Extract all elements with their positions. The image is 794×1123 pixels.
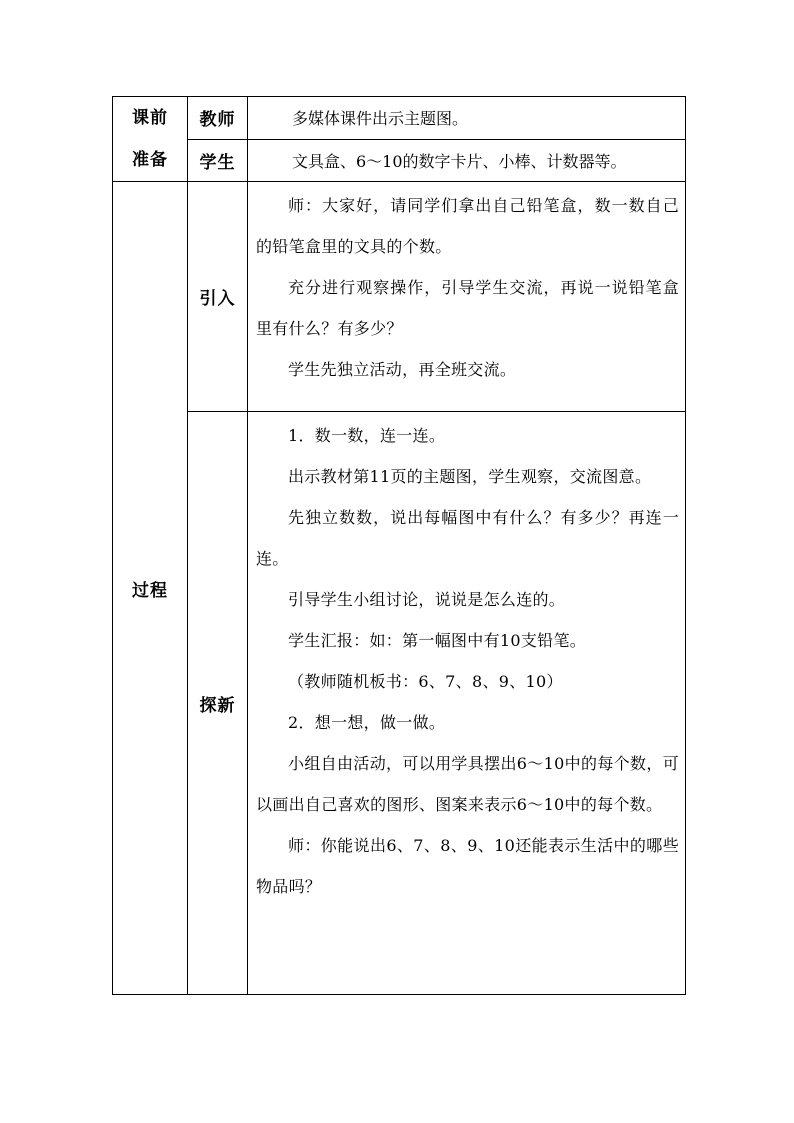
prep-label-line1: 课前 bbox=[132, 108, 168, 128]
intro-content bbox=[248, 182, 686, 412]
explore-row bbox=[113, 412, 686, 995]
explore-paragraph: 出示教材第11页的主题图，学生观察，交流图意。 bbox=[288, 467, 652, 486]
explore-paragraph: 师：你能说出6、7、8、9、10还能表示生活中的哪些物品吗？ bbox=[256, 836, 679, 896]
explore-paragraph: 1．数一数，连一连。 bbox=[288, 426, 446, 445]
explore-paragraph: （教师随机板书：6、7、8、9、10） bbox=[288, 672, 563, 691]
student-label: 学生 bbox=[188, 139, 248, 182]
teacher-label: 教师 bbox=[188, 97, 248, 140]
explore-paragraph: 学生汇报：如：第一幅图中有10支铅笔。 bbox=[288, 631, 587, 650]
prep-label-line2: 准备 bbox=[132, 150, 168, 170]
process-label: 过程 bbox=[113, 182, 188, 995]
explore-paragraph: 2．想一想，做一做。 bbox=[288, 713, 446, 732]
prep-label-cell bbox=[113, 97, 188, 182]
explore-content bbox=[248, 412, 686, 995]
teacher-text: 多媒体课件出示主题图。 bbox=[248, 97, 686, 140]
intro-paragraph: 充分进行观察操作，引导学生交流，再说一说铅笔盒里有什么？有多少？ bbox=[256, 278, 679, 338]
explore-paragraph: 小组自由活动，可以用学具摆出6～10中的每个数，可以画出自己喜欢的图形、图案来表示6～10中的每个数。 bbox=[256, 754, 679, 814]
prep-student-row bbox=[113, 139, 686, 182]
intro-paragraph: 师：大家好，请同学们拿出自己铅笔盒，数一数自己的铅笔盒里的文具的个数。 bbox=[256, 196, 679, 256]
intro-paragraph: 学生先独立活动，再全班交流。 bbox=[288, 360, 517, 379]
explore-label: 探新 bbox=[188, 412, 248, 995]
prep-teacher-row bbox=[113, 97, 686, 140]
intro-row bbox=[113, 182, 686, 412]
explore-paragraph: 引导学生小组讨论，说说是怎么连的。 bbox=[288, 590, 566, 609]
lesson-plan-table bbox=[112, 96, 686, 995]
intro-label: 引入 bbox=[188, 182, 248, 412]
student-text: 文具盒、6～10的数字卡片、小棒、计数器等。 bbox=[248, 139, 686, 182]
explore-paragraph: 先独立数数，说出每幅图中有什么？有多少？再连一连。 bbox=[256, 508, 679, 568]
